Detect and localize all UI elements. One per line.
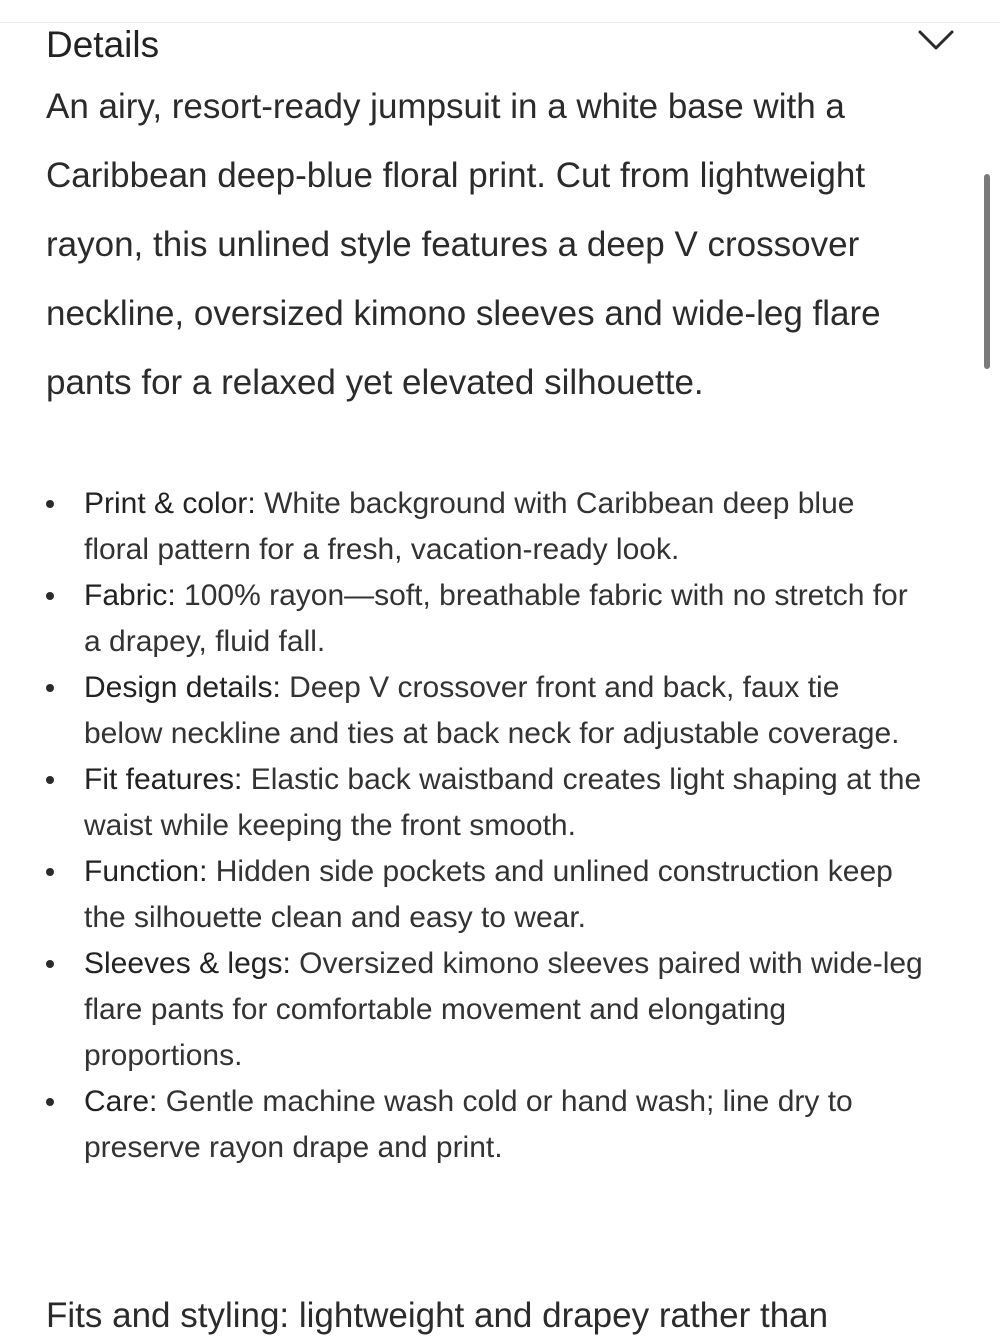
feature-label: Function: bbox=[84, 855, 208, 888]
feature-item-sleeves-legs bbox=[46, 941, 926, 1079]
details-title: Details bbox=[46, 24, 160, 65]
bullet-icon bbox=[46, 592, 54, 600]
scrollbar-thumb[interactable] bbox=[984, 174, 990, 369]
bullet-icon bbox=[46, 868, 54, 876]
feature-text: Deep V crossover front and back, faux tie below neckline and ties at back neck for adjustable coverage. bbox=[84, 671, 900, 750]
bullet-icon bbox=[46, 684, 54, 692]
feature-item-care bbox=[46, 1079, 926, 1171]
feature-label: Sleeves & legs: bbox=[84, 947, 291, 980]
feature-text: 100% rayon—soft, breathable fabric with no stretch for a drapey, fluid fall. bbox=[84, 579, 908, 658]
feature-label: Print & color: bbox=[84, 487, 256, 520]
bullet-icon bbox=[46, 776, 54, 784]
feature-text: Hidden side pockets and unlined construction keep the silhouette clean and easy to wear. bbox=[84, 855, 893, 934]
bullet-icon bbox=[46, 1098, 54, 1106]
bullet-icon bbox=[46, 500, 54, 508]
feature-item-design-details bbox=[46, 665, 926, 757]
bullet-icon bbox=[46, 960, 54, 968]
feature-item-fit-features bbox=[46, 757, 926, 849]
feature-label: Fabric: bbox=[84, 579, 176, 612]
chevron-down-icon[interactable] bbox=[914, 22, 958, 56]
feature-item-function bbox=[46, 849, 926, 941]
details-header[interactable] bbox=[46, 22, 966, 68]
feature-item-fabric bbox=[46, 573, 926, 665]
feature-text: Oversized kimono sleeves paired with wide-leg flare pants for comfortable movement and elongating proportions. bbox=[84, 947, 923, 1072]
feature-text: Elastic back waistband creates light shaping at the waist while keeping the front smooth. bbox=[84, 763, 922, 842]
feature-item-print-color bbox=[46, 481, 926, 573]
feature-label: Care: bbox=[84, 1085, 158, 1118]
feature-text: White background with Caribbean deep blue floral pattern for a fresh, vacation-ready look. bbox=[84, 487, 855, 566]
feature-label: Fit features: bbox=[84, 763, 243, 796]
feature-label: Design details: bbox=[84, 671, 281, 704]
feature-text: Gentle machine wash cold or hand wash; line dry to preserve rayon drape and print. bbox=[84, 1085, 853, 1164]
feature-list bbox=[46, 481, 926, 1171]
product-description: An airy, resort-ready jumpsuit in a white base with a Caribbean deep-blue floral print. Cut from lightweight rayon, this unlined style features a deep V crossover neckline, oversized kimono sleeves and wide-leg flare pants for a relaxed yet elevated silhouette. bbox=[46, 87, 881, 402]
fits-styling-text: Fits and styling: lightweight and drapey rather than bbox=[46, 1296, 829, 1335]
